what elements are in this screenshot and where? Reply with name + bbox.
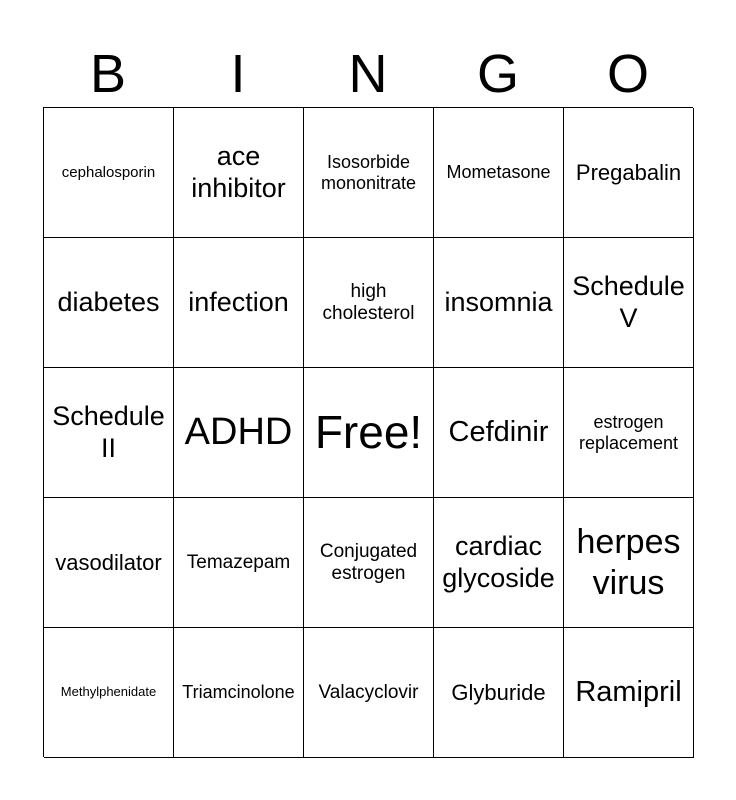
free-space-cell[interactable]: Free! [304, 368, 434, 498]
bingo-cell[interactable]: insomnia [434, 238, 564, 368]
bingo-cell[interactable]: Conjugated estrogen [304, 498, 434, 628]
bingo-cell[interactable]: Temazepam [174, 498, 304, 628]
bingo-card [43, 107, 693, 757]
header-letter-n: N [348, 44, 388, 104]
bingo-cell[interactable]: Ramipril [564, 628, 694, 758]
header-letter-g: G [476, 44, 519, 104]
bingo-cell[interactable]: cephalosporin [44, 108, 174, 238]
bingo-cell[interactable]: diabetes [44, 238, 174, 368]
bingo-cell[interactable]: ADHD [174, 368, 304, 498]
bingo-cell[interactable]: vasodilator [44, 498, 174, 628]
bingo-cell[interactable]: high cholesterol [304, 238, 434, 368]
bingo-cell[interactable]: Methylphenidate [44, 628, 174, 758]
bingo-cell[interactable]: Pregabalin [564, 108, 694, 238]
bingo-cell[interactable]: ace inhibitor [174, 108, 304, 238]
bingo-cell[interactable]: estrogen replacement [564, 368, 694, 498]
bingo-cell[interactable]: Schedule V [564, 238, 694, 368]
bingo-cell[interactable]: infection [174, 238, 304, 368]
header-letter-b: B [89, 44, 127, 104]
header-letter-i: I [230, 44, 246, 104]
bingo-cell[interactable]: Schedule II [44, 368, 174, 498]
bingo-header [43, 40, 693, 108]
bingo-cell[interactable]: Cefdinir [434, 368, 564, 498]
bingo-cell[interactable]: Triamcinolone [174, 628, 304, 758]
bingo-cell[interactable]: Glyburide [434, 628, 564, 758]
bingo-cell[interactable]: Mometasone [434, 108, 564, 238]
header-letter-o: O [606, 44, 649, 104]
bingo-cell[interactable]: Valacyclovir [304, 628, 434, 758]
bingo-cell[interactable]: herpes virus [564, 498, 694, 628]
bingo-cell[interactable]: cardiac glycoside [434, 498, 564, 628]
bingo-cell[interactable]: Isosorbide mononitrate [304, 108, 434, 238]
